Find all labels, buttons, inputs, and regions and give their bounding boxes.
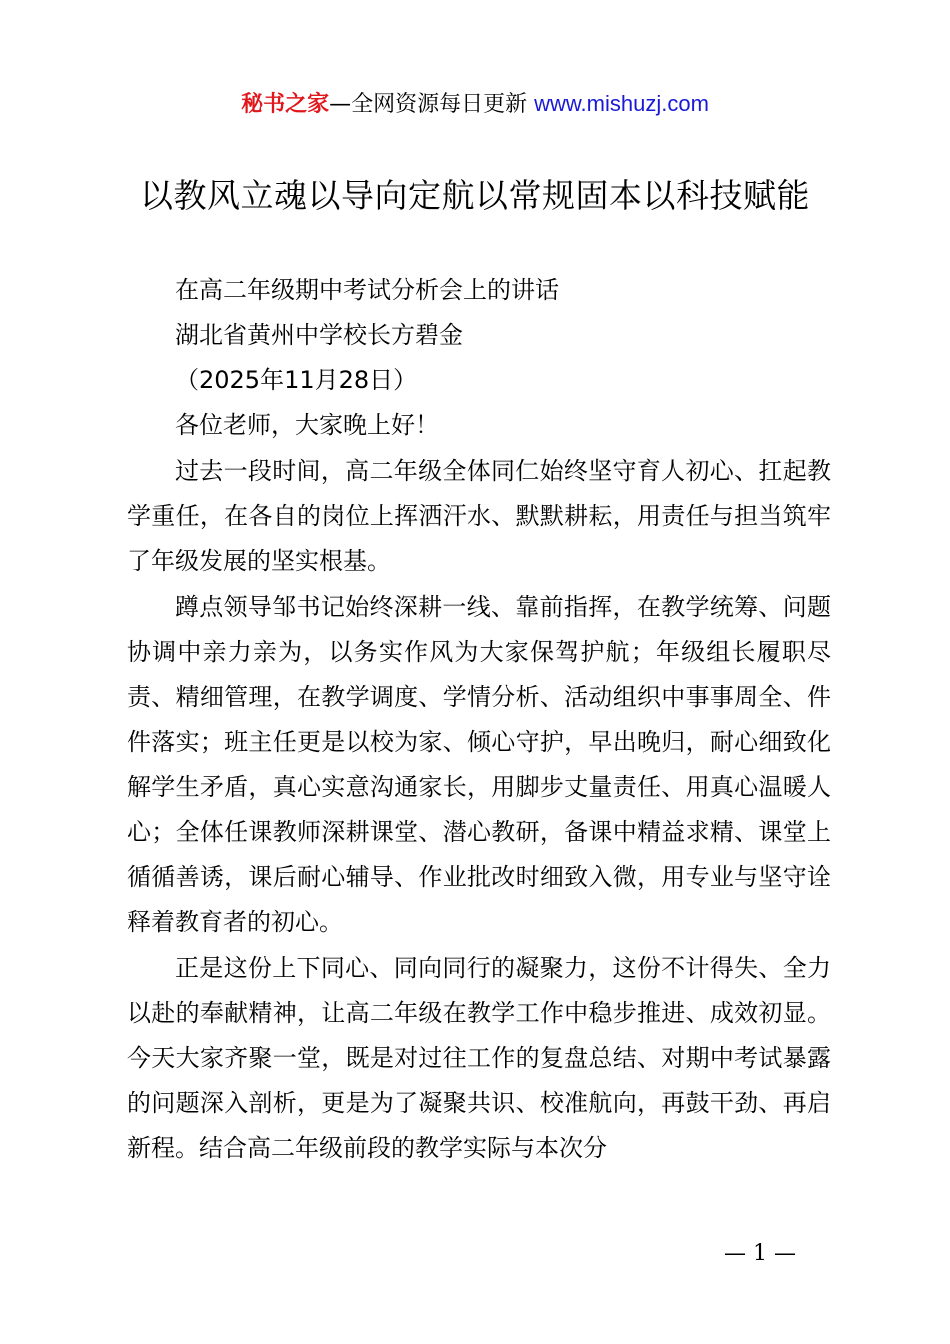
speech-date: （2025年11月28日） (175, 366, 418, 394)
body-paragraph: 蹲点领导邹书记始终深耕一线、靠前指挥，在教学统筹、问题协调中亲力亲为，以务实作风为大家保驾护航；年级组长履职尽责、精细管理，在教学调度、学情分析、活动组织中事事周全、件件落实；班主任更是以校为家、倾心守护，早出晚归，耐心细致化解学生矛盾，真心实意沟通家长，用脚步丈量责任、用真心温暖人心；全体任课教师深耕课堂、潜心教研，备课中精益求精、课堂上循循善诱，课后耐心辅导、作业批改时细致入微，用专业与坚守诠释着教育者的初心。 (127, 593, 831, 936)
document-body (127, 268, 831, 1171)
banner-url-link[interactable]: www.mishuzj.com (534, 91, 709, 116)
speech-occasion: 在高二年级期中考试分析会上的讲话 (175, 276, 559, 304)
body-paragraph: 过去一段时间，高二年级全体同仁始终坚守育人初心、扛起教学重任，在各自的岗位上挥洒汗水、默默耕耘，用责任与担当筑牢了年级发展的坚实根基。 (127, 457, 831, 575)
body-paragraph: 正是这份上下同心、同向同行的凝聚力，这份不计得失、全力以赴的奉献精神，让高二年级在教学工作中稳步推进、成效初显。今天大家齐聚一堂，既是对过往工作的复盘总结、对期中考试暴露的问题深入剖析，更是为了凝聚共识、校准航向，再鼓干劲、再启新程。结合高二年级前段的教学实际与本次分 (127, 954, 831, 1162)
site-banner (0, 88, 950, 121)
banner-slogan: —全网资源每日更新 (329, 92, 528, 117)
page-number: — 1 — (724, 1241, 796, 1266)
document-title: 以教风立魂以导向定航以常规固本以科技赋能 (140, 176, 810, 215)
greeting: 各位老师，大家晚上好！ (175, 411, 439, 439)
banner-brand: 秘书之家 (241, 92, 330, 117)
speaker-line: 湖北省黄州中学校长方碧金 (175, 321, 463, 349)
